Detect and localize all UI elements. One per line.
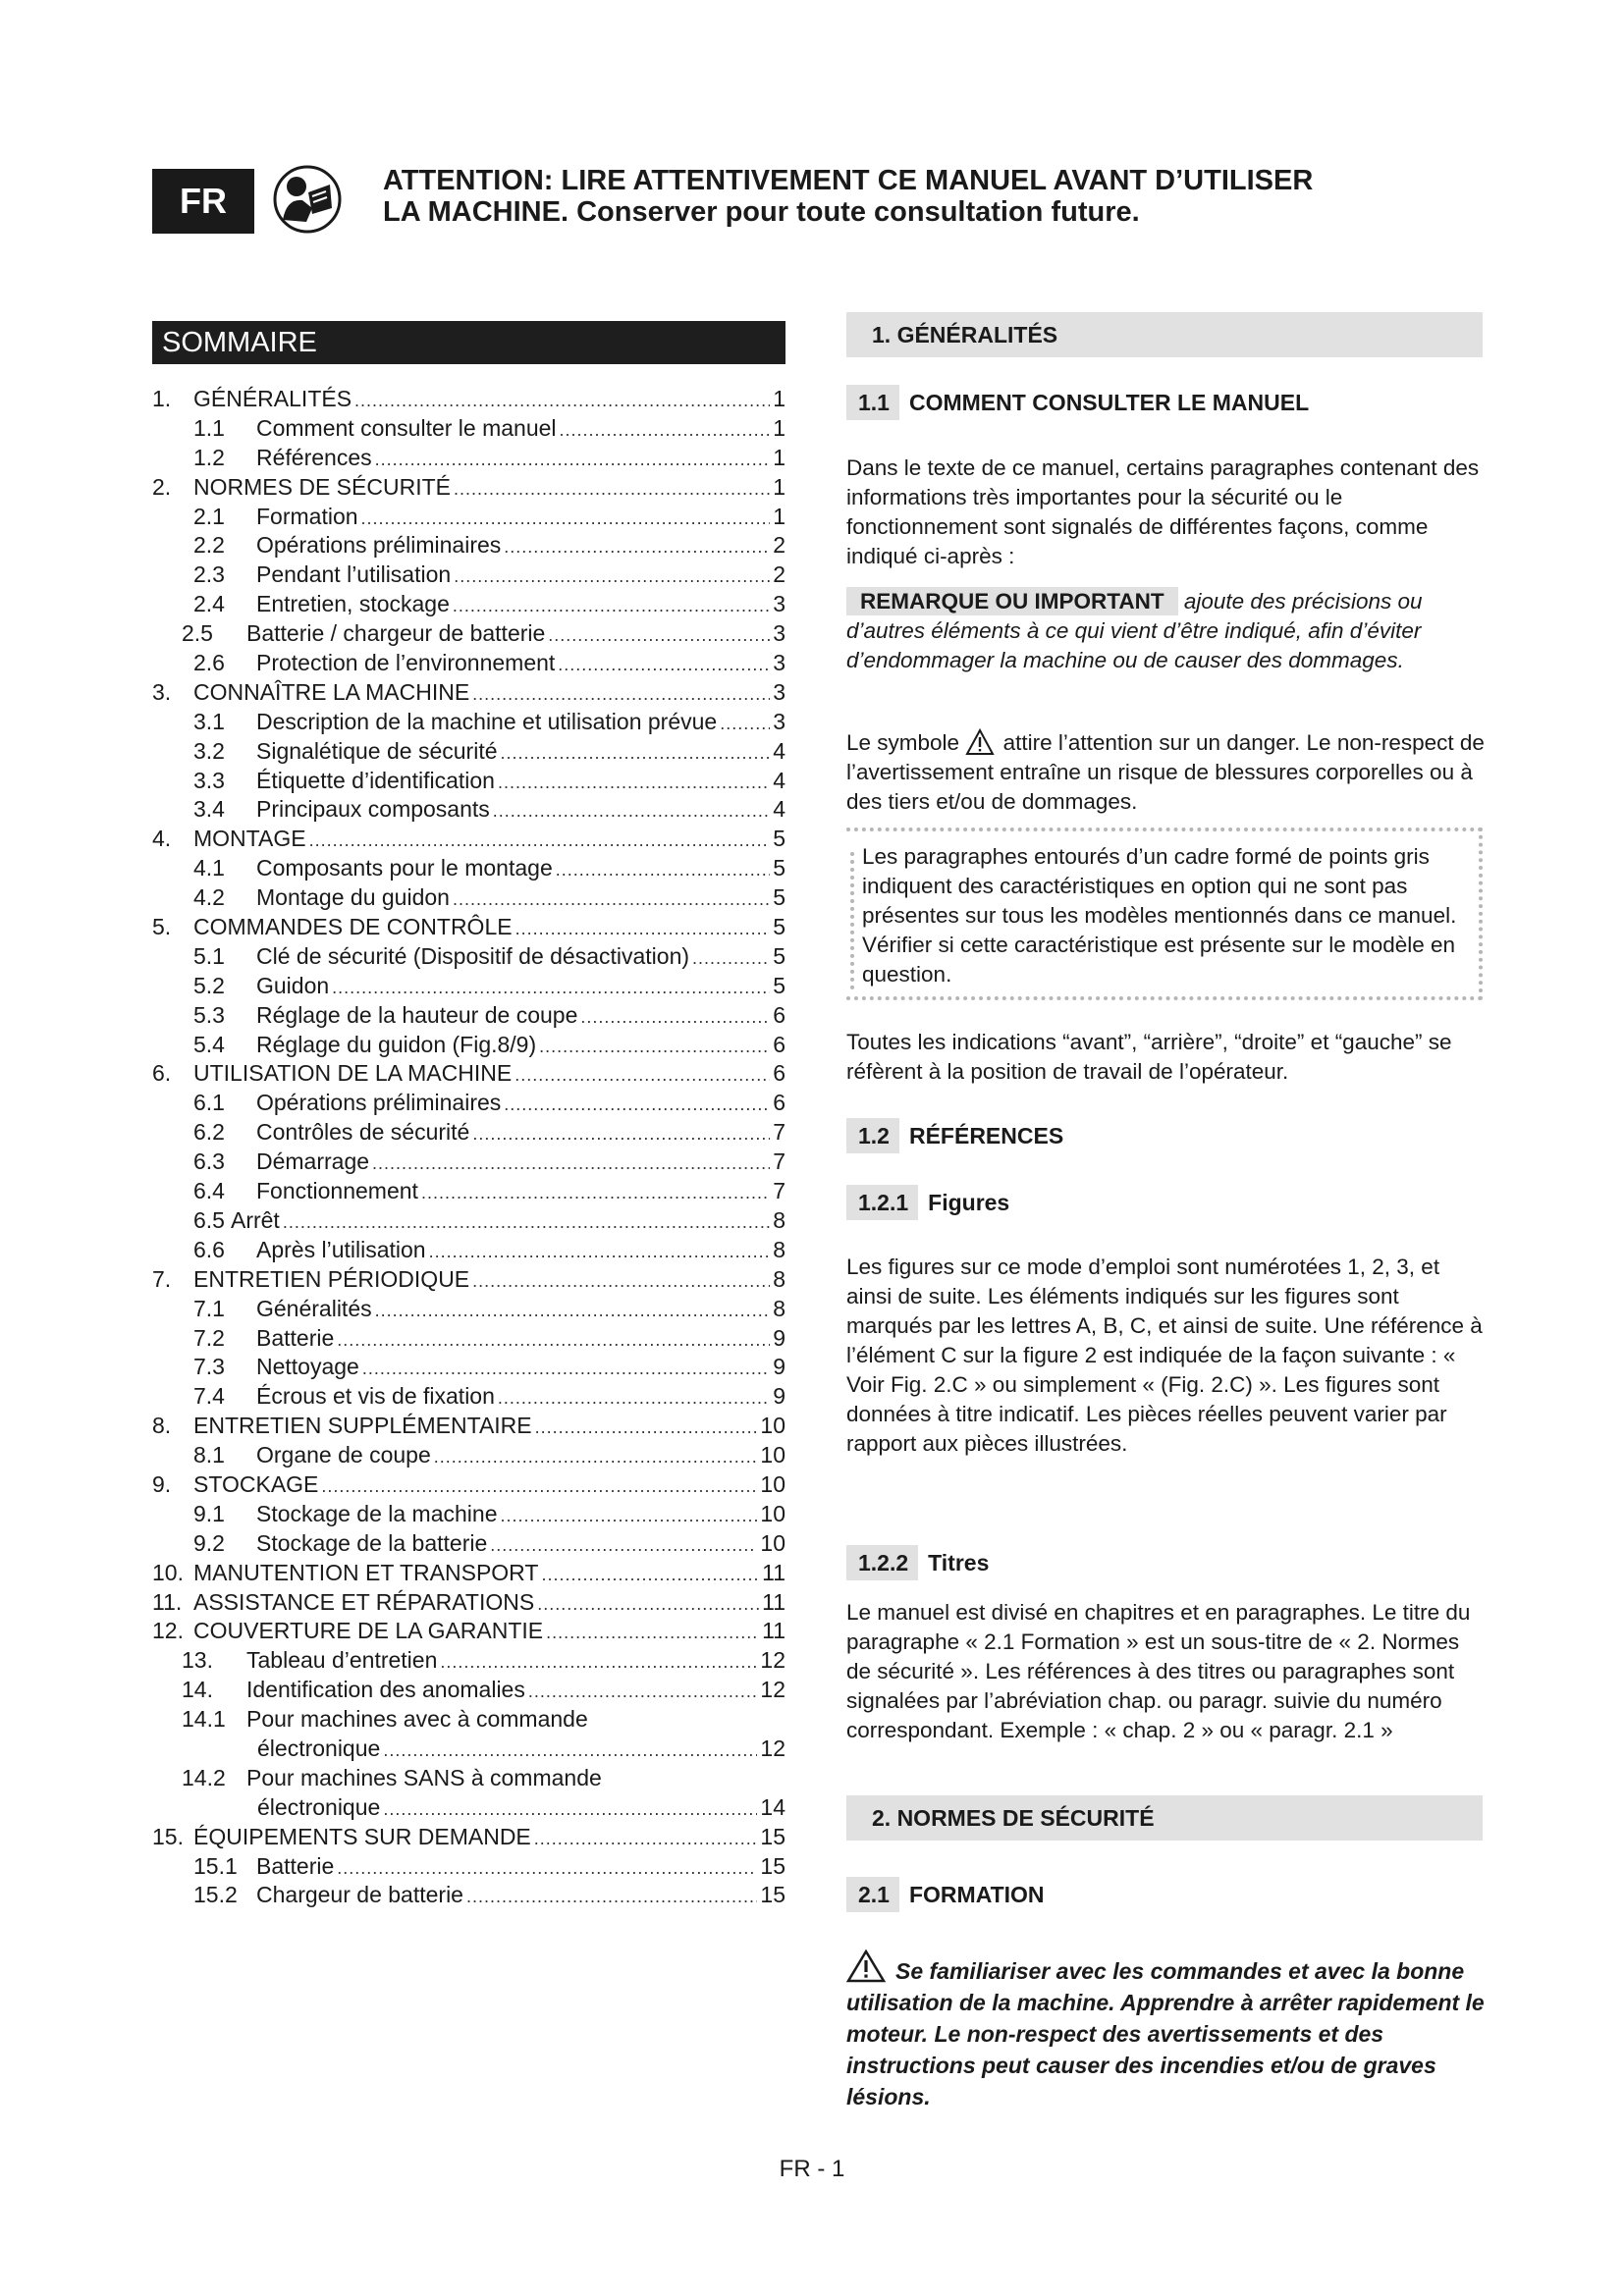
- toc-entry-page: 9: [773, 1383, 785, 1410]
- toc-entry: [152, 1823, 785, 1852]
- toc-entry-page: 8: [773, 1295, 785, 1321]
- toc-entry-page: 12: [760, 1647, 785, 1674]
- toc-entry-page: 1: [773, 414, 785, 441]
- subsection-1-2-1-heading: [846, 1185, 1009, 1220]
- toc-entry: [152, 1001, 785, 1031]
- toc-entry: [152, 1500, 785, 1529]
- toc-entry-title: COMMANDES DE CONTRÔLE: [193, 914, 513, 940]
- toc-entry-page: 6: [773, 1060, 785, 1087]
- toc-entry-page: 1: [773, 503, 785, 529]
- symbol-pre: Le symbole: [846, 730, 960, 755]
- header-title: [383, 165, 1512, 228]
- toc-entry: [152, 1470, 785, 1500]
- subsection-number: 1.2.2: [846, 1545, 918, 1580]
- toc-entry-page: 8: [773, 1236, 785, 1262]
- toc-leader-dots: [372, 1149, 770, 1179]
- toc-entry-page: 8: [773, 1206, 785, 1233]
- toc-entry-page: 6: [773, 1031, 785, 1057]
- toc-entry-page: 12: [760, 1677, 785, 1703]
- toc-leader-dots: [490, 1531, 757, 1561]
- toc-leader-dots: [528, 1678, 758, 1707]
- toc-entry-title: ÉQUIPEMENTS SUR DEMANDE: [193, 1823, 531, 1849]
- toc-entry-page: 11: [762, 1618, 785, 1644]
- toc-entry-number: 2.: [152, 473, 172, 500]
- toc-leader-dots: [383, 1795, 757, 1825]
- toc-entry-title: Références: [256, 444, 372, 470]
- toc-entry-title: Chargeur de batterie: [256, 1882, 463, 1908]
- toc-leader-dots: [498, 769, 770, 798]
- toc-entry: [152, 1118, 785, 1148]
- toc-entry: [152, 825, 785, 854]
- subsection-number: 1.2.1: [846, 1185, 918, 1220]
- toc-entry-title: Stockage de la machine: [256, 1500, 498, 1526]
- toc-entry-number: 4.2: [193, 884, 225, 911]
- toc-entry-title: ENTRETIEN SUPPLÉMENTAIRE: [193, 1413, 532, 1439]
- toc-entry-title: Montage du guidon: [256, 884, 450, 911]
- symbol-paragraph: [846, 728, 1485, 817]
- toc-entry-title: CONNAÎTRE LA MACHINE: [193, 678, 470, 705]
- toc-leader-dots: [337, 1854, 757, 1884]
- toc-leader-dots: [720, 710, 770, 739]
- toc-entry-number: 6.1: [193, 1090, 225, 1116]
- toc-entry: [152, 1177, 785, 1206]
- safety-warning-text: Se familiariser avec les commandes et avec la bonne utilisation de la machine. Apprendre à arrêter rapidement le moteur. Le non-respect des avertissements et des instructions peut causer des incendies et/ou de graves lésions.: [846, 1958, 1485, 2109]
- optional-feature-frame-left: [850, 852, 858, 989]
- toc-entry: [152, 1206, 785, 1236]
- toc-entry-title: Réglage du guidon (Fig.8/9): [256, 1031, 537, 1057]
- toc-entry-page: 4: [773, 767, 785, 793]
- toc-entry: [152, 414, 785, 444]
- toc-leader-dots: [501, 739, 771, 769]
- toc-entry-title: Comment consulter le manuel: [256, 414, 557, 441]
- toc-entry-page: 9: [773, 1354, 785, 1380]
- toc-entry-number: 15.1: [193, 1852, 238, 1879]
- toc-entry: [152, 942, 785, 972]
- toc-leader-dots: [375, 446, 771, 475]
- toc-entry-number: 6.: [152, 1060, 172, 1087]
- toc-entry-number: 8.1: [193, 1442, 225, 1468]
- toc-entry: [152, 503, 785, 532]
- toc-entry-number: 6.5: [193, 1206, 225, 1233]
- toc-entry-title: Pendant l’utilisation: [256, 561, 452, 588]
- toc-entry-title: GÉNÉRALITÉS: [193, 386, 352, 411]
- toc-entry-title: Étiquette d’identification: [256, 767, 495, 793]
- toc-leader-dots: [421, 1179, 770, 1208]
- toc-entry-page: 10: [760, 1413, 785, 1439]
- toc-title: SOMMAIRE: [152, 321, 785, 364]
- toc-leader-dots: [453, 885, 770, 915]
- toc-leader-dots: [454, 562, 770, 592]
- subsection-2-1-heading: [846, 1877, 1045, 1912]
- toc-entry-page: 5: [773, 972, 785, 998]
- toc-entry: [152, 1529, 785, 1559]
- remark-paragraph: [846, 587, 1485, 675]
- toc-entry: [152, 385, 785, 414]
- read-manual-icon: [273, 163, 342, 236]
- toc-entry-title: électronique: [257, 1735, 381, 1761]
- toc-entry: [152, 767, 785, 796]
- toc-entry-number: 12.: [152, 1618, 184, 1644]
- toc-entry-title: Protection de l’environnement: [256, 650, 556, 676]
- toc-entry-title: ENTRETIEN PÉRIODIQUE: [193, 1265, 470, 1292]
- toc-entry-number: 15.: [152, 1823, 184, 1849]
- toc-leader-dots: [534, 1825, 758, 1854]
- toc-leader-dots: [354, 387, 770, 416]
- toc-leader-dots: [453, 592, 770, 621]
- toc-entry: [152, 1852, 785, 1882]
- toc-entry: [152, 854, 785, 883]
- toc-entry: [152, 1735, 785, 1764]
- toc-leader-dots: [692, 944, 770, 974]
- toc-entry-title: Opérations préliminaires: [256, 1090, 502, 1116]
- table-of-contents: [152, 385, 785, 1910]
- toc-entry-page: 7: [773, 1148, 785, 1175]
- toc-entry-page: 15: [760, 1852, 785, 1879]
- toc-entry: [152, 1059, 785, 1089]
- toc-entry-title: Réglage de la hauteur de coupe: [256, 1001, 578, 1028]
- toc-entry-number: 7.1: [193, 1295, 225, 1321]
- toc-entry-title: Signalétique de sécurité: [256, 737, 498, 764]
- toc-entry-page: 4: [773, 796, 785, 823]
- toc-entry-number: 3.4: [193, 796, 225, 823]
- toc-leader-dots: [383, 1736, 757, 1766]
- toc-entry-number: 5.1: [193, 942, 225, 969]
- toc-entry-page: 10: [760, 1529, 785, 1556]
- section-1-heading: 1. GÉNÉRALITÉS: [846, 312, 1483, 357]
- toc-leader-dots: [454, 475, 770, 505]
- toc-entry-number: 7.3: [193, 1354, 225, 1380]
- toc-entry: [152, 1588, 785, 1618]
- toc-entry-number: 2.1: [193, 503, 225, 529]
- toc-entry-number: 14.: [182, 1677, 213, 1703]
- toc-leader-dots: [558, 651, 770, 680]
- remark-label: REMARQUE OU IMPORTANT: [846, 587, 1178, 615]
- toc-entry: [152, 1031, 785, 1060]
- toc-leader-dots: [361, 505, 771, 534]
- toc-entry-title: MANUTENTION ET TRANSPORT: [193, 1559, 539, 1585]
- page-number: FR - 1: [779, 2156, 845, 2182]
- toc-entry: [152, 1441, 785, 1470]
- toc-leader-dots: [321, 1472, 757, 1502]
- toc-entry-title: Guidon: [256, 972, 330, 998]
- toc-entry-title: Entretien, stockage: [256, 591, 450, 617]
- toc-entry-title: NORMES DE SÉCURITÉ: [193, 473, 451, 500]
- toc-entry-page: 6: [773, 1090, 785, 1116]
- subsection-number: 1.1: [846, 385, 899, 420]
- toc-entry-number: 7.4: [193, 1383, 225, 1410]
- toc-entry: [152, 1295, 785, 1324]
- toc-entry: [152, 1324, 785, 1354]
- toc-entry-page: 5: [773, 884, 785, 911]
- toc-entry-title: COUVERTURE DE LA GARANTIE: [193, 1618, 544, 1644]
- toc-entry-page: 11: [762, 1559, 785, 1585]
- toc-entry-title: ASSISTANCE ET RÉPARATIONS: [193, 1588, 535, 1615]
- toc-entry-page: 1: [773, 386, 785, 411]
- toc-entry: [152, 1646, 785, 1676]
- toc-entry: [152, 1148, 785, 1177]
- toc-entry-number: 6.2: [193, 1119, 225, 1146]
- toc-entry-title: Stockage de la batterie: [256, 1529, 488, 1556]
- toc-entry-number: 14.2: [182, 1764, 226, 1790]
- toc-entry-number: 1.2: [193, 444, 225, 470]
- toc-entry: [152, 972, 785, 1001]
- toc-entry: [152, 531, 785, 561]
- toc-entry-number: 6.3: [193, 1148, 225, 1175]
- toc-entry-title: Batterie: [256, 1324, 335, 1351]
- toc-leader-dots: [548, 621, 770, 651]
- toc-entry: [152, 737, 785, 767]
- toc-leader-dots: [498, 1384, 770, 1414]
- toc-entry-number: 7.2: [193, 1324, 225, 1351]
- toc-entry-title: Arrêt: [230, 1206, 280, 1233]
- subsection-1-1-heading: [846, 385, 1309, 420]
- toc-entry: [152, 795, 785, 825]
- subsection-title: Titres: [928, 1549, 990, 1575]
- toc-entry-page: 5: [773, 914, 785, 940]
- toc-entry-page: 3: [773, 620, 785, 647]
- toc-entry-title: Clé de sécurité (Dispositif de désactivation): [256, 942, 690, 969]
- subsection-title: COMMENT CONSULTER LE MANUEL: [908, 389, 1310, 415]
- toc-entry-number: 3.: [152, 678, 172, 705]
- toc-entry-page: 3: [773, 678, 785, 705]
- subsection-1-2-2-heading: [846, 1545, 989, 1580]
- toc-leader-dots: [332, 974, 770, 1003]
- toc-entry-number: 2.6: [193, 650, 225, 676]
- toc-entry-number: 5.4: [193, 1031, 225, 1057]
- toc-entry-title: Composants pour le montage: [256, 855, 553, 881]
- toc-entry-number: 15.2: [193, 1882, 238, 1908]
- intro-paragraph: Dans le texte de ce manuel, certains paragraphes contenant des informations très importantes pour la sécurité ou le fonctionnement sont signalés de différentes façons, comme indiqué ci-après :: [846, 455, 1480, 568]
- toc-entry-page: 1: [773, 473, 785, 500]
- toc-entry-number: 3.3: [193, 767, 225, 793]
- toc-entry-title: Généralités: [256, 1295, 372, 1321]
- toc-leader-dots: [337, 1326, 770, 1356]
- toc-entry-title: UTILISATION DE LA MACHINE: [193, 1060, 513, 1087]
- toc-entry-title: Après l’utilisation: [256, 1236, 426, 1262]
- toc-entry-number: 6.6: [193, 1236, 225, 1262]
- toc-entry-page: 7: [773, 1119, 785, 1146]
- toc-leader-dots: [501, 1502, 758, 1531]
- figures-paragraph: Les figures sur ce mode d’emploi sont numérotées 1, 2, 3, et ainsi de suite. Les éléments indiqués sur les figures sont marqués par les lettres A, B, C, et ainsi de suite. Une référence à l’élément C sur la figure 2 est indiquée de la façon suivante : « Voir Fig. 2.C » ou simplement « (Fig. 2.C) ». Les figures sont données à titre indicatif. Les pièces réelles peuvent varier par rapport aux pièces illustrées.: [846, 1255, 1483, 1456]
- toc-entry-number: 1.: [152, 386, 172, 411]
- titles-paragraph: Le manuel est divisé en chapitres et en paragraphes. Le titre du paragraphe « 2.1 Formation » est un sous-titre de « 2. Normes de sécurité ». Les références à des titres ou paragraphes sont signalées par l’abréviation chap. ou paragr. suivie du numéro correspondant. Exemple : « chap. 2 » ou « paragr. 2.1 »: [846, 1600, 1471, 1742]
- toc-entry-title: Pour machines avec à commande: [246, 1706, 588, 1733]
- toc-leader-dots: [537, 1590, 759, 1620]
- toc-leader-dots: [539, 1033, 770, 1062]
- toc-entry-number: 3.2: [193, 737, 225, 764]
- toc-entry-title: Formation: [256, 503, 358, 529]
- toc-entry-title: STOCKAGE: [193, 1470, 319, 1497]
- toc-leader-dots: [309, 827, 771, 856]
- toc-entry: [152, 473, 785, 503]
- toc-leader-dots: [472, 1267, 770, 1297]
- toc-entry: [152, 708, 785, 737]
- safety-warning: [846, 1949, 1485, 2112]
- toc-entry: [152, 1793, 785, 1823]
- toc-entry: [152, 1236, 785, 1265]
- toc-leader-dots: [504, 1091, 770, 1120]
- toc-entry-page: 4: [773, 737, 785, 764]
- subsection-number: 2.1: [846, 1877, 899, 1912]
- toc-entry: [152, 913, 785, 942]
- warning-triangle-icon: [965, 728, 995, 756]
- toc-entry: [152, 1617, 785, 1646]
- symbol-post: attire l’attention sur un danger. Le non-respect de l’avertissement entraîne un risque de blessures corporelles ou à des tiers et/ou de dommages.: [846, 730, 1485, 814]
- toc-entry-number: 14.1: [182, 1706, 226, 1733]
- toc-entry-number: 4.: [152, 826, 172, 852]
- toc-entry-number: 8.: [152, 1413, 172, 1439]
- toc-leader-dots: [472, 1120, 770, 1149]
- toc-entry-number: 13.: [182, 1647, 213, 1674]
- language-badge: FR: [152, 169, 254, 234]
- header-title-line-2: LA MACHINE. Conserver pour toute consultation future.: [383, 196, 1140, 228]
- toc-entry-page: 7: [773, 1178, 785, 1204]
- subsection-title: FORMATION: [908, 1881, 1045, 1907]
- toc-entry: [152, 1412, 785, 1441]
- toc-entry-title: Organe de coupe: [256, 1442, 431, 1468]
- toc-entry-page: 3: [773, 650, 785, 676]
- toc-entry: [152, 883, 785, 913]
- toc-entry-number: 2.5: [182, 620, 213, 647]
- toc-leader-dots: [560, 416, 771, 446]
- toc-entry-title: Tableau d’entretien: [246, 1647, 438, 1674]
- toc-entry-page: 5: [773, 942, 785, 969]
- toc-entry-title: Fonctionnement: [256, 1178, 418, 1204]
- toc-leader-dots: [362, 1355, 770, 1384]
- toc-entry-title: Contrôles de sécurité: [256, 1119, 470, 1146]
- remark-text: ajoute des précisions ou d’autres éléments à ce qui vient d’être indiqué, afin d’éviter d’endommager la machine ou de causer des dommages.: [846, 589, 1423, 672]
- toc-leader-dots: [472, 680, 770, 710]
- toc-entry-page: 5: [773, 826, 785, 852]
- optional-feature-text: Les paragraphes entourés d’un cadre formé de points gris indiquent des caractéristiques en option qui ne sont pas présentes sur tous les modèles mentionnés dans ce manuel. Vérifier si cette caractéristique est présente sur le modèle en question.: [862, 844, 1457, 987]
- subsection-number: 1.2: [846, 1118, 899, 1153]
- toc-entry-page: 2: [773, 532, 785, 559]
- toc-entry-number: 9.2: [193, 1529, 225, 1556]
- toc-entry-page: 15: [760, 1882, 785, 1908]
- toc-leader-dots: [466, 1883, 757, 1912]
- toc-entry-page: 10: [760, 1470, 785, 1497]
- toc-entry-page: 12: [760, 1735, 785, 1761]
- toc-entry-number: 4.1: [193, 855, 225, 881]
- section-2-heading: 2. NORMES DE SÉCURITÉ: [846, 1795, 1483, 1841]
- toc-leader-dots: [556, 856, 770, 885]
- header-title-line-1: ATTENTION: LIRE ATTENTIVEMENT CE MANUEL AVANT D’UTILISER: [383, 165, 1314, 196]
- toc-entry-title: Pour machines SANS à commande: [246, 1764, 602, 1790]
- toc-entry: [152, 1676, 785, 1705]
- toc-entry-title: Batterie: [256, 1852, 335, 1879]
- toc-entry: [152, 619, 785, 649]
- toc-entry: [152, 1265, 785, 1295]
- toc-entry-page: 1: [773, 444, 785, 470]
- toc-entry-number: 5.: [152, 914, 172, 940]
- toc-entry-number: 2.2: [193, 532, 225, 559]
- toc-entry-number: 3.1: [193, 708, 225, 734]
- toc-entry-page: 11: [762, 1588, 785, 1615]
- toc-entry-number: 2.3: [193, 561, 225, 588]
- toc-entry-page: 3: [773, 708, 785, 734]
- toc-entry-title: Écrous et vis de fixation: [256, 1383, 495, 1410]
- toc-leader-dots: [514, 1061, 770, 1091]
- subsection-title: RÉFÉRENCES: [908, 1122, 1064, 1148]
- toc-entry-page: 14: [760, 1793, 785, 1820]
- warning-triangle-icon: [846, 1949, 886, 1983]
- toc-entry-page: 8: [773, 1265, 785, 1292]
- toc-leader-dots: [434, 1443, 758, 1472]
- toc-entry: [152, 1881, 785, 1910]
- toc-entry-number: 9.: [152, 1470, 172, 1497]
- toc-entry-title: MONTAGE: [193, 826, 306, 852]
- toc-entry-title: Nettoyage: [256, 1354, 359, 1380]
- toc-leader-dots: [546, 1619, 759, 1648]
- subsection-title: Figures: [928, 1189, 1010, 1215]
- toc-entry: [152, 1353, 785, 1382]
- toc-leader-dots: [580, 1003, 770, 1033]
- toc-entry-page: 2: [773, 561, 785, 588]
- toc-entry-number: 6.4: [193, 1178, 225, 1204]
- toc-entry: [152, 1382, 785, 1412]
- toc-entry: [152, 1559, 785, 1588]
- toc-entry-number: 5.3: [193, 1001, 225, 1028]
- toc-entry: [152, 1089, 785, 1118]
- toc-entry: [152, 561, 785, 590]
- subsection-1-2-heading: [846, 1118, 1063, 1153]
- toc-entry-number: 5.2: [193, 972, 225, 998]
- toc-entry: [152, 590, 785, 619]
- toc-leader-dots: [493, 797, 770, 827]
- toc-entry-page: 9: [773, 1324, 785, 1351]
- toc-entry-page: 3: [773, 591, 785, 617]
- toc-entry-title: Identification des anomalies: [246, 1677, 525, 1703]
- toc-leader-dots: [515, 915, 771, 944]
- toc-entry-number: 9.1: [193, 1500, 225, 1526]
- toc-leader-dots: [375, 1297, 771, 1326]
- toc-entry-page: 10: [760, 1500, 785, 1526]
- toc-entry-title: Principaux composants: [256, 796, 490, 823]
- toc-leader-dots: [283, 1208, 770, 1238]
- toc-entry-page: 6: [773, 1001, 785, 1028]
- toc-entry: [152, 444, 785, 473]
- toc-entry-number: 7.: [152, 1265, 172, 1292]
- toc-entry: [152, 1705, 785, 1735]
- toc-entry-number: 11.: [152, 1588, 183, 1615]
- toc-entry-title: Description de la machine et utilisation prévue: [256, 708, 718, 734]
- toc-entry-title: Démarrage: [256, 1148, 370, 1175]
- toc-entry-number: 2.4: [193, 591, 225, 617]
- toc-entry-title: électronique: [257, 1793, 381, 1820]
- toc-entry: [152, 1764, 785, 1793]
- toc-entry: [152, 678, 785, 708]
- toc-entry-number: 10.: [152, 1559, 184, 1585]
- toc-leader-dots: [504, 533, 770, 562]
- toc-entry-number: 1.1: [193, 414, 225, 441]
- toc-leader-dots: [541, 1561, 759, 1590]
- toc-entry: [152, 649, 785, 678]
- toc-entry-page: 5: [773, 855, 785, 881]
- toc-entry-title: Batterie / chargeur de batterie: [246, 620, 546, 647]
- toc-entry-page: 15: [760, 1823, 785, 1849]
- toc-entry-page: 10: [760, 1442, 785, 1468]
- toc-leader-dots: [440, 1648, 757, 1678]
- toc-leader-dots: [429, 1238, 771, 1267]
- toc-leader-dots: [535, 1414, 758, 1443]
- directions-paragraph: Toutes les indications “avant”, “arrière”, “droite” et “gauche” se réfèrent à la position de travail de l’opérateur.: [846, 1030, 1452, 1084]
- toc-entry-title: Opérations préliminaires: [256, 532, 502, 559]
